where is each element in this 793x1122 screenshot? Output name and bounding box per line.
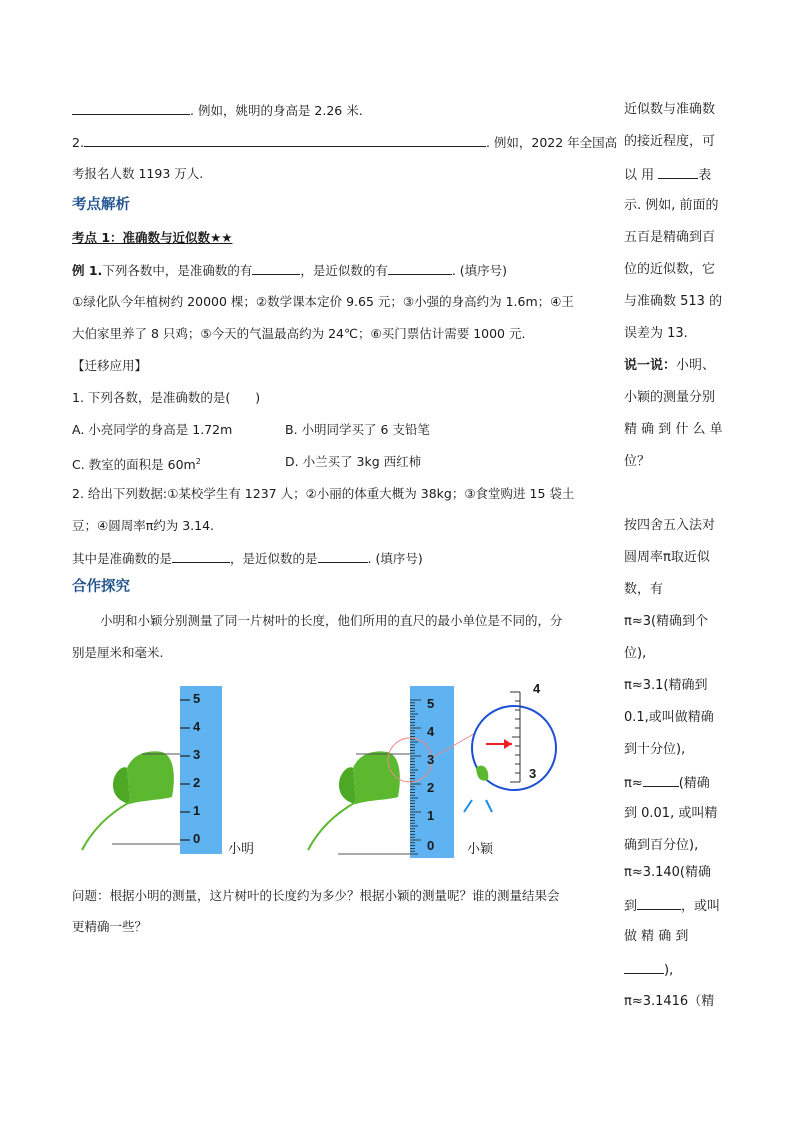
sidebar-line: 按四舍五入法对 <box>624 518 716 533</box>
kaodian-title: 考点 1：准确数与近似数★★ <box>72 230 233 245</box>
tick-label: 3 <box>193 747 201 762</box>
tick-label: 1 <box>427 808 435 823</box>
coop-paragraph-cont: 别是厘米和毫米. <box>72 645 164 660</box>
zoom-tick-label: 3 <box>529 766 537 781</box>
sidebar-line: 以 用 表 <box>624 165 711 185</box>
option-c: C. 教室的面积是 $60m^2$ <box>72 457 201 473</box>
sidebar-line: 近似数与准确数 <box>624 102 716 117</box>
zoom-tick-label: 4 <box>533 681 541 696</box>
coop-paragraph: 小明和小颖分别测量了同一片树叶的长度，他们所用的直尺的最小单位是不同的，分 <box>100 613 563 628</box>
question-text: 问题：根据小明的测量，这片树叶的长度约为多少？根据小颖的测量呢？谁的测量结果会 <box>72 888 560 903</box>
question-2: 2. 给出下列数据:①某校学生有 1237 人；②小丽的体重大概为 38kg；③食堂购进 15 袋土 <box>72 486 575 501</box>
line-1: . 例如，姚明的身高是 2.26 米. <box>72 101 363 120</box>
transfer-label: 【迁移应用】 <box>72 358 148 373</box>
leaf-icon-left <box>82 751 180 850</box>
option-b: B. 小明同学买了 6 支铅笔 <box>285 422 430 437</box>
star-icon: ★★ <box>210 230 233 245</box>
question-2-cont: 豆；④圆周率π约为 3.14. <box>72 518 215 533</box>
line-3: 考报名人数 1193 万人. <box>72 166 204 181</box>
ruler-name-xiaoying: 小颖 <box>467 842 494 857</box>
question-2-answer: 其中是准确数的是 ，是近似数的是 . (填序号) <box>72 551 423 566</box>
tick-label: 1 <box>193 803 201 818</box>
sidebar-line: 确到百分位), <box>624 838 699 853</box>
answer-blank[interactable] <box>318 549 368 563</box>
sidebar-line: 的接近程度，可 <box>624 134 716 149</box>
sidebar-line: 到 ，或叫 <box>624 896 720 916</box>
sidebar-line: 位的近似数，它 <box>624 262 716 277</box>
answer-blank[interactable] <box>72 101 190 115</box>
answer-blank[interactable] <box>252 261 300 275</box>
answer-blank[interactable] <box>624 960 664 974</box>
tick-label: 2 <box>427 780 435 795</box>
question-text-cont: 更精确一些？ <box>72 919 148 934</box>
sidebar-line: 做 精 确 到 <box>624 929 689 944</box>
tick-label: 5 <box>427 696 435 711</box>
sidebar-line: π≈3.140(精确 <box>624 865 712 880</box>
tick-label: 4 <box>427 724 435 739</box>
sidebar-line: 到 0.01, 或叫精 <box>624 806 718 821</box>
section-heading-analysis: 考点解析 <box>72 197 130 213</box>
sidebar-line: 0.1,或叫做精确 <box>624 710 714 725</box>
answer-blank[interactable] <box>637 896 681 910</box>
example-1: 例 1.下列各数中，是准确数的有 ，是近似数的有 . (填序号) <box>72 263 508 278</box>
question-1: 1. 下列各数，是准确数的是( ) <box>72 390 261 405</box>
tick-label: 4 <box>193 719 201 734</box>
sidebar-line: 到十分位), <box>624 742 686 757</box>
sidebar-line: 五百是精确到百 <box>624 230 716 245</box>
ruler-name-xiaoming: 小明 <box>228 842 255 857</box>
sidebar-line: 误差为 13. <box>624 326 688 341</box>
tick-label: 0 <box>193 831 201 846</box>
tick-label: 5 <box>193 691 201 706</box>
sidebar-line: ), <box>624 960 673 980</box>
sidebar-line: 说一说：小明、 <box>624 358 716 373</box>
sidebar-line: π≈ (精确 <box>624 773 710 793</box>
tick-label: 3 <box>427 752 435 767</box>
example-1-items-cont: 大伯家里养了 8 只鸡；⑤今天的气温最高约为 24℃；⑥买门票估计需要 1000 元. <box>72 326 526 341</box>
answer-blank[interactable] <box>172 549 230 563</box>
sidebar-line: 示. 例如, 前面的 <box>624 198 719 213</box>
section-heading-cooperation: 合作探究 <box>72 579 130 595</box>
leaf-icon-right <box>308 751 410 854</box>
example-1-items: ①绿化队今年植树约 20000 棵；②数学课本定价 9.65 元；③小强的身高约为 1.6m；④王 <box>72 294 574 309</box>
ruler-xiaoming <box>180 686 222 854</box>
sidebar-line: 位), <box>624 646 647 661</box>
sidebar-line: 数，有 <box>624 582 664 597</box>
sidebar-line: π≈3.1(精确到 <box>624 678 708 693</box>
sidebar-line: π≈3.1416（精 <box>624 994 715 1009</box>
sidebar-line: 精 确 到 什 么 单 <box>624 422 723 437</box>
answer-blank[interactable] <box>84 133 486 147</box>
answer-blank[interactable] <box>388 261 452 275</box>
answer-blank[interactable] <box>658 165 698 179</box>
ruler-figure <box>72 672 592 872</box>
sidebar-line: 与准确数 513 的 <box>624 294 723 309</box>
answer-blank[interactable] <box>643 773 679 787</box>
sidebar-line: π≈3(精确到个 <box>624 614 709 629</box>
option-d: D. 小兰买了 3kg 西红柿 <box>285 454 422 469</box>
sidebar-line: 小颖的测量分别 <box>624 390 716 405</box>
line-2: 2. . 例如，2022 年全国高 <box>72 135 618 150</box>
tick-label: 2 <box>193 775 201 790</box>
sidebar-line: 位？ <box>624 454 651 469</box>
option-a: A. 小亮同学的身高是 1.72m <box>72 422 233 437</box>
tick-label: 0 <box>427 838 435 853</box>
sidebar-line: 圆周率π取近似 <box>624 550 710 565</box>
